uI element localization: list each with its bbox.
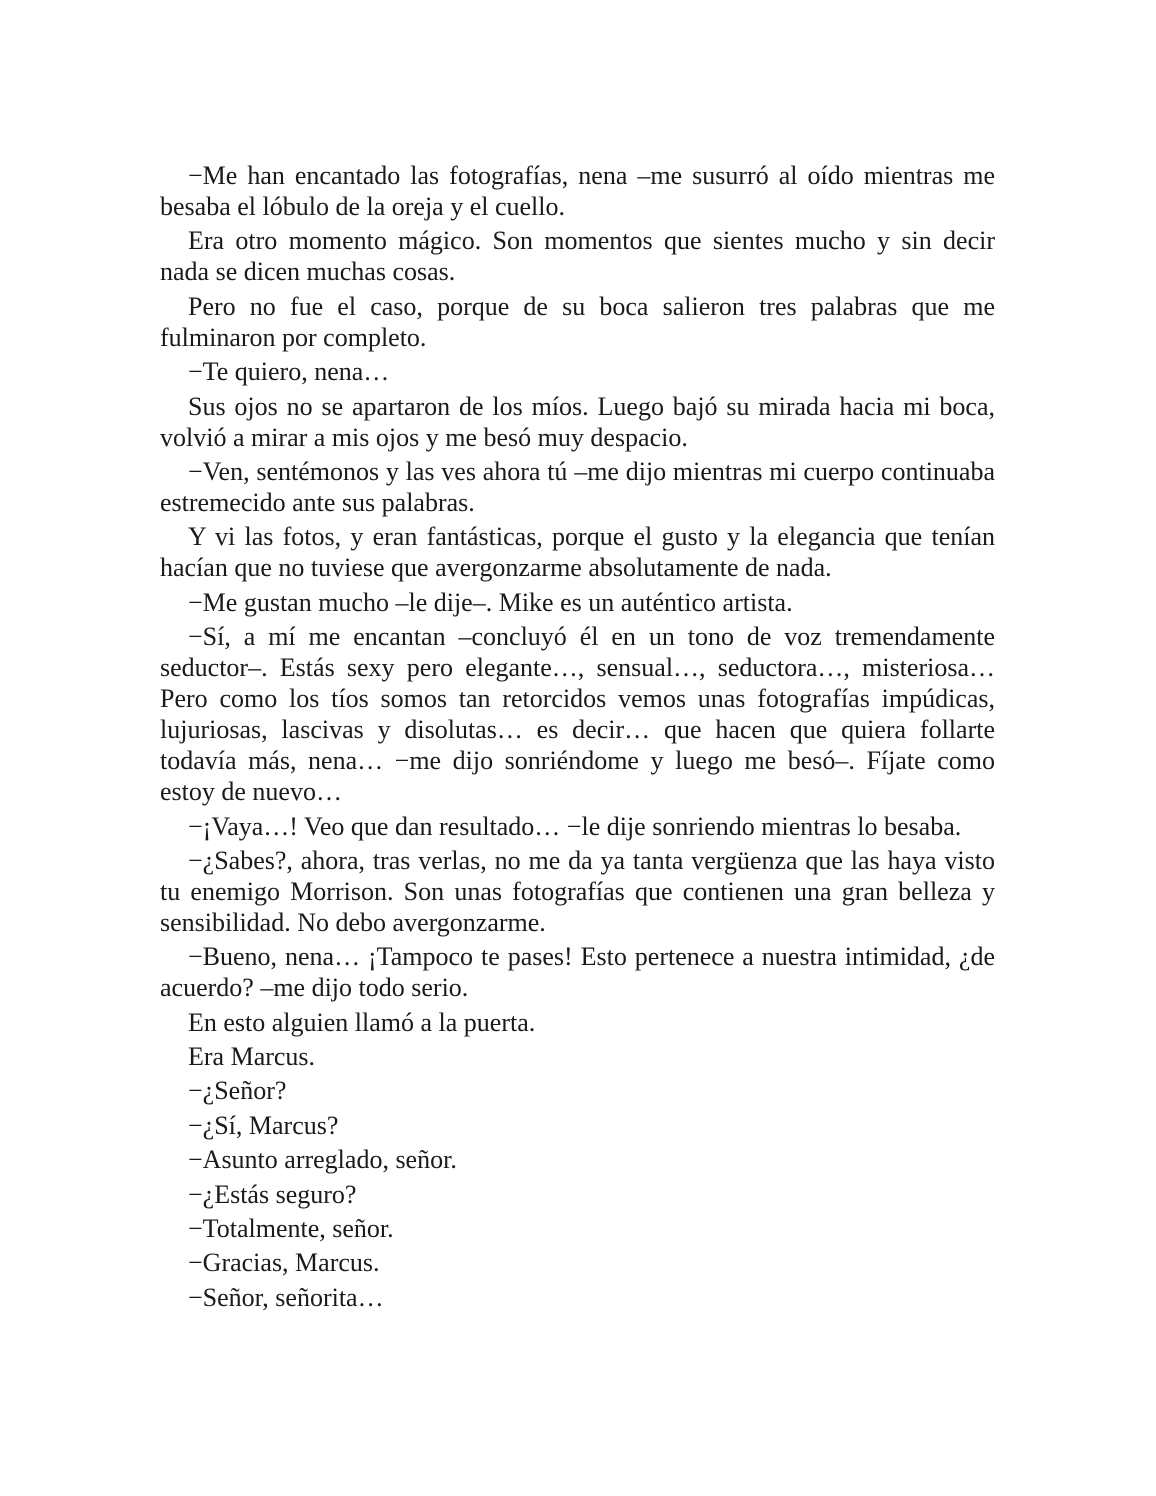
paragraph: −Gracias, Marcus.: [188, 1248, 380, 1278]
paragraph: Pero no fue el caso, porque de su boca salieron tres palabras que me fulminaron por completo.: [160, 291, 995, 352]
paragraph: −¡Vaya…! Veo que dan resultado… −le dije sonriendo mientras lo besaba.: [188, 811, 962, 841]
paragraph: −Me han encantado las fotografías, nena –me susurró al oído mientras me besaba el lóbulo de la oreja y el cuello.: [160, 161, 995, 221]
paragraph: −¿Estás seguro?: [188, 1179, 357, 1209]
paragraph: −Me gustan mucho –le dije–. Mike es un auténtico artista.: [188, 587, 793, 617]
document-page: [160, 160, 995, 1316]
paragraph: Sus ojos no se apartaron de los míos. Luego bajó su mirada hacia mi boca, volvió a mirar a mis ojos y me besó muy despacio.: [160, 391, 995, 452]
paragraph: −Sí, a mí me encantan –concluyó él en un tono de voz tremendamente seductor–. Estás sexy pero elegante…, sensual…, seductora…, misteriosa… Pero como los tíos somos tan retorcidos vemos unas fotografías impúdicas, lujuriosas, lascivas y disolutas… es decir… que hacen que quiera follarte todavía más, nena… −me dijo sonriéndome y luego me besó–. Fíjate como estoy de nuevo…: [160, 622, 995, 807]
paragraph: Y vi las fotos, y eran fantásticas, porque el gusto y la elegancia que tenían hacían que no tuviese que avergonzarme absolutamente de nada.: [160, 522, 995, 583]
paragraph: −Ven, sentémonos y las ves ahora tú –me dijo mientras mi cuerpo continuaba estremecido ante sus palabras.: [160, 456, 995, 517]
paragraph: En esto alguien llamó a la puerta.: [188, 1007, 536, 1037]
paragraph: −Totalmente, señor.: [188, 1214, 394, 1244]
paragraph: −Bueno, nena… ¡Tampoco te pases! Esto pertenece a nuestra intimidad, ¿de acuerdo? –me dijo todo serio.: [160, 942, 995, 1003]
paragraph: −Señor, señorita…: [188, 1282, 384, 1312]
paragraph: −Te quiero, nena…: [188, 357, 390, 387]
paragraph: −Asunto arreglado, señor.: [188, 1145, 457, 1175]
paragraph: −¿Señor?: [188, 1076, 287, 1106]
paragraph: −¿Sí, Marcus?: [188, 1110, 339, 1140]
paragraph: Era otro momento mágico. Son momentos que sientes mucho y sin decir nada se dicen muchas cosas.: [160, 226, 995, 287]
paragraph: Era Marcus.: [188, 1042, 316, 1072]
paragraph: −¿Sabes?, ahora, tras verlas, no me da ya tanta vergüenza que las haya visto tu enemigo Morrison. Son unas fotografías que contienen una gran belleza y sensibilidad. No debo avergonzarme.: [160, 845, 995, 937]
